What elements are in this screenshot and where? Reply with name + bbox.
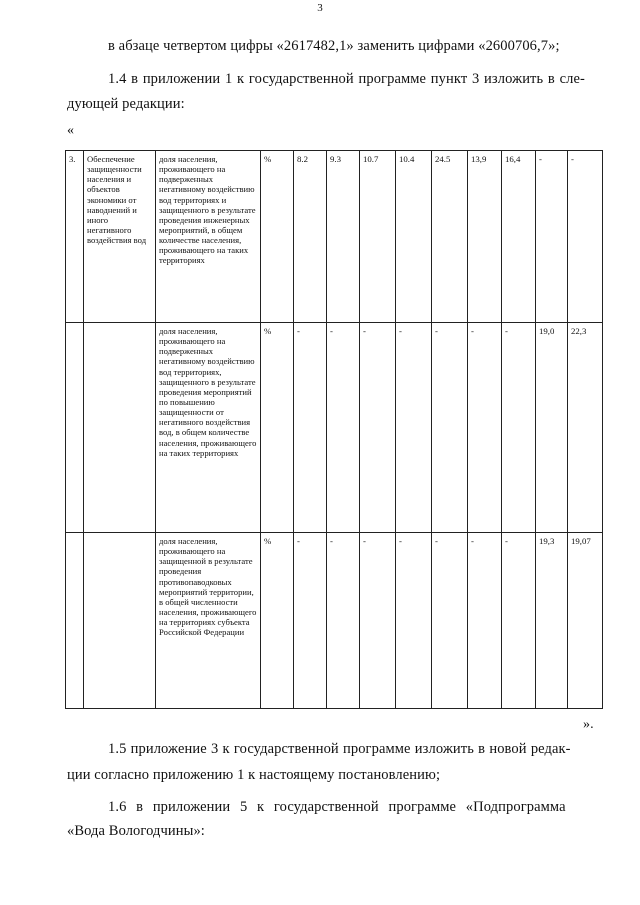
- value-cell: 22,3: [568, 323, 603, 533]
- unit-cell: %: [261, 323, 294, 533]
- unit-cell: %: [261, 533, 294, 709]
- table-row: [66, 151, 603, 323]
- closing-quote: ».: [583, 717, 594, 732]
- value-cell: 19,3: [536, 533, 568, 709]
- goal-cell: [84, 323, 156, 533]
- paragraph-line-3: дующей редакции:: [67, 96, 185, 112]
- indicator-cell: доля населения, проживающего на защищенной в результате проведения противопаводковых мероприятий территории, в общей численности населения, проживающего на территориях субъекта Российской Федерации: [156, 533, 261, 709]
- value-cell: -: [502, 323, 536, 533]
- paragraph-line-2: 1.4 в приложении 1 к государственной программе пункт 3 изложить в сле-: [108, 71, 585, 87]
- paragraph-line-6: ции согласно приложению 1 к настоящему постановлению;: [67, 767, 441, 783]
- value-cell: -: [327, 323, 360, 533]
- value-cell: -: [568, 151, 603, 323]
- value-cell: -: [432, 323, 468, 533]
- value-cell: 16,4: [502, 151, 536, 323]
- goal-cell: [84, 533, 156, 709]
- opening-quote: «: [67, 123, 75, 138]
- value-cell: -: [468, 533, 502, 709]
- value-cell: 19,07: [568, 533, 603, 709]
- table-row: [66, 323, 603, 533]
- value-cell: 8.2: [294, 151, 327, 323]
- unit-cell: %: [261, 151, 294, 323]
- paragraph-line-5: 1.5 приложение 3 к государственной программе изложить в новой редак-: [108, 741, 571, 757]
- value-cell: -: [360, 323, 396, 533]
- paragraph-line-7: 1.6 в приложении 5 к государственной программе «Подпрограмма: [108, 799, 566, 815]
- value-cell: -: [294, 323, 327, 533]
- value-cell: 13,9: [468, 151, 502, 323]
- row-number-cell: [66, 533, 84, 709]
- value-cell: 10.4: [396, 151, 432, 323]
- value-cell: -: [327, 533, 360, 709]
- paragraph-line-8: «Вода Вологодчины»:: [67, 823, 205, 839]
- value-cell: -: [502, 533, 536, 709]
- value-cell: 9.3: [327, 151, 360, 323]
- value-cell: -: [360, 533, 396, 709]
- value-cell: -: [396, 323, 432, 533]
- indicator-cell: доля населения, проживающего на подверженных негативному воздействию вод территориях, защищенного в результате проведения мероприятий по повышению защищенности от негативного воздействия вод, в общем количестве населения, проживающего на таких территориях: [156, 323, 261, 533]
- program-indicators-table: [65, 150, 603, 709]
- value-cell: -: [294, 533, 327, 709]
- value-cell: 19,0: [536, 323, 568, 533]
- paragraph-line-1: в абзаце четвертом цифры «2617482,1» заменить цифрами «2600706,7»;: [108, 38, 560, 54]
- row-number-cell: [66, 323, 84, 533]
- table-row: [66, 533, 603, 709]
- value-cell: -: [536, 151, 568, 323]
- indicator-cell: доля населения, проживающего на подверженных негативному воздействию вод территориях и защищенного в результате проведения инженерных мероприятий, в общем количестве населения, проживающего на таких территориях: [156, 151, 261, 323]
- value-cell: -: [396, 533, 432, 709]
- goal-cell: Обеспечение защищенности населения и объектов экономики от наводнений и иного негативного воздействия вод: [84, 151, 156, 323]
- value-cell: -: [468, 323, 502, 533]
- row-number-cell: 3.: [66, 151, 84, 323]
- value-cell: -: [432, 533, 468, 709]
- value-cell: 24.5: [432, 151, 468, 323]
- value-cell: 10.7: [360, 151, 396, 323]
- page-number: 3: [317, 2, 323, 14]
